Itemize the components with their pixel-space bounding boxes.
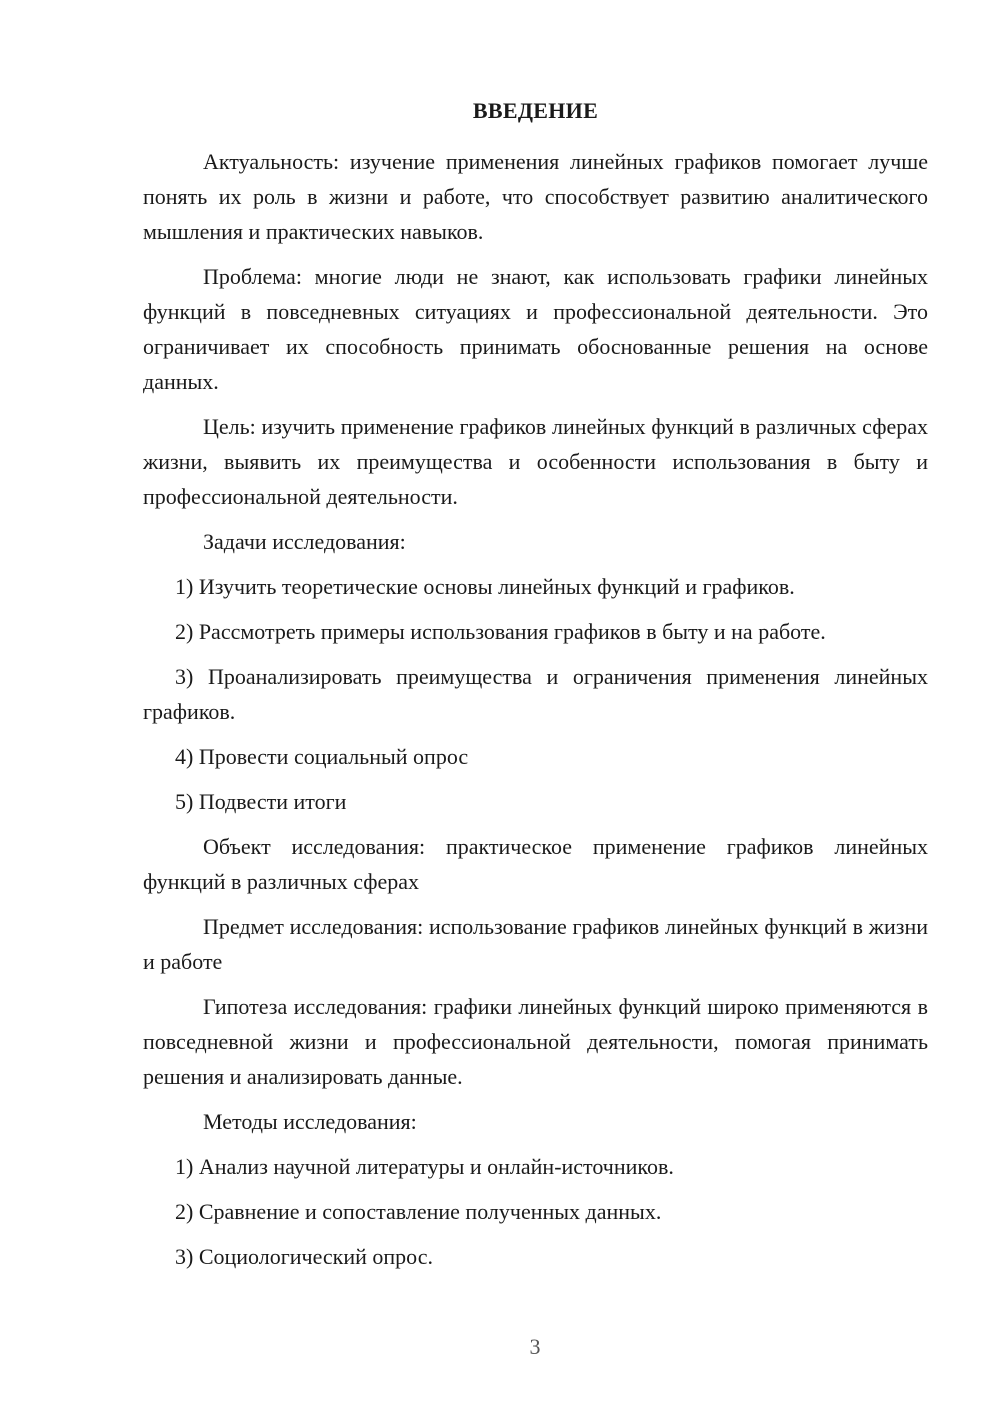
relevance-paragraph: Актуальность: изучение применения линейных графиков помогает лучше понять их роль в жизни и работе, что способствует развитию аналитического мышления и практических навыков. xyxy=(143,149,928,244)
goal-paragraph: Цель: изучить применение графиков линейных функций в различных сферах жизни, выявить их преимущества и особенности использования в быту и профессиональной деятельности. xyxy=(143,414,928,509)
method-item-3: 3) Социологический опрос. xyxy=(175,1244,433,1269)
problem-paragraph: Проблема: многие люди не знают, как использовать графики линейных функций в повседневных ситуациях и профессиональной деятельности. Это ограничивает их способность принимать обоснованные решения на основе данных. xyxy=(143,264,928,394)
methods-heading: Методы исследования: xyxy=(203,1109,417,1134)
task-item-5: 5) Подвести итоги xyxy=(175,789,347,814)
subject-paragraph: Предмет исследования: использование графиков линейных функций в жизни и работе xyxy=(143,914,928,974)
section-heading: ВВЕДЕНИЕ xyxy=(472,98,599,123)
task-item-4: 4) Провести социальный опрос xyxy=(175,744,469,769)
tasks-heading: Задачи исследования: xyxy=(203,529,406,554)
object-paragraph: Объект исследования: практическое применение графиков линейных функций в различных сферах xyxy=(143,834,928,894)
task-item-1: 1) Изучить теоретические основы линейных функций и графиков. xyxy=(175,574,795,599)
task-item-2: 2) Рассмотреть примеры использования графиков в быту и на работе. xyxy=(175,619,826,644)
method-item-2: 2) Сравнение и сопоставление полученных данных. xyxy=(175,1199,662,1224)
hypothesis-paragraph: Гипотеза исследования: графики линейных функций широко применяются в повседневной жизни и профессиональной деятельности, помогая принимать решения и анализировать данные. xyxy=(143,994,928,1089)
method-item-1: 1) Анализ научной литературы и онлайн-источников. xyxy=(175,1154,674,1179)
page-number: 3 xyxy=(529,1334,541,1359)
task-item-3: 3) Проанализировать преимущества и ограничения применения линейных графиков. xyxy=(143,664,928,724)
introduction-body xyxy=(143,144,928,1274)
